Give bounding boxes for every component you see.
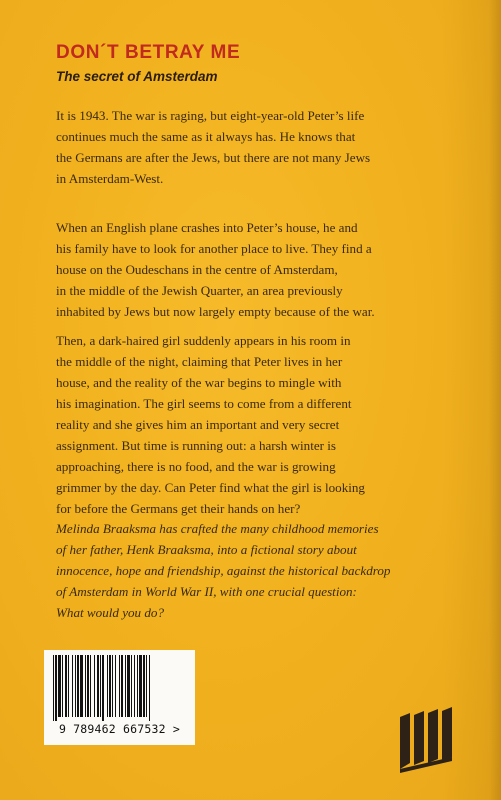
blurb-paragraph-1 <box>56 105 442 189</box>
publisher-logo-icon <box>396 703 458 775</box>
book-title: DON´T BETRAY ME <box>56 42 241 63</box>
text-line: in the middle of the Jewish Quarter, an area previously <box>56 283 343 298</box>
text-line: Then, a dark-haired girl suddenly appears in his room in <box>56 333 351 348</box>
blurb-paragraph-3 <box>56 330 442 519</box>
isbn-number: 9 789462 667532 > <box>58 722 181 736</box>
text-line: It is 1943. The war is raging, but eight-year-old Peter’s life <box>56 108 365 123</box>
author-note-paragraph <box>56 518 442 623</box>
blurb-paragraph-2 <box>56 217 442 322</box>
barcode-icon <box>51 655 188 721</box>
text-line: assignment. But time is running out: a harsh winter is <box>56 438 337 453</box>
isbn-barcode <box>44 650 195 745</box>
text-line: the Germans are after the Jews, but there are not many Jews <box>56 150 371 165</box>
text-line: inhabited by Jews but now largely empty because of the war. <box>56 304 375 319</box>
book-subtitle: The secret of Amsterdam <box>56 69 218 84</box>
text-line: innocence, hope and friendship, against the historical backdrop <box>56 563 391 578</box>
text-line: of her father, Henk Braaksma, into a fictional story about <box>56 542 357 557</box>
text-line: When an English plane crashes into Peter’s house, he and <box>56 220 358 235</box>
text-line: approaching, there is no food, and the war is growing <box>56 459 336 474</box>
text-line: his imagination. The girl seems to come from a different <box>56 396 352 411</box>
text-line: grimmer by the day. Can Peter find what the girl is looking <box>56 480 365 495</box>
text-line: Melinda Braaksma has crafted the many childhood memories <box>56 521 379 536</box>
text-line: the middle of the night, claiming that Peter lives in her <box>56 354 343 369</box>
text-line: What would you do? <box>56 605 165 620</box>
text-line: in Amsterdam-West. <box>56 171 164 186</box>
text-line: his family have to look for another place to live. They find a <box>56 241 372 256</box>
text-line: of Amsterdam in World War II, with one crucial question: <box>56 584 357 599</box>
text-line: house, and the reality of the war begins to mingle with <box>56 375 342 390</box>
text-line: for before the Germans get their hands on her? <box>56 501 301 516</box>
text-line: house on the Oudeschans in the centre of Amsterdam, <box>56 262 338 277</box>
text-line: reality and she gives him an important and very secret <box>56 417 340 432</box>
spine-shadow <box>489 0 501 800</box>
text-line: continues much the same as it always has. He knows that <box>56 129 356 144</box>
